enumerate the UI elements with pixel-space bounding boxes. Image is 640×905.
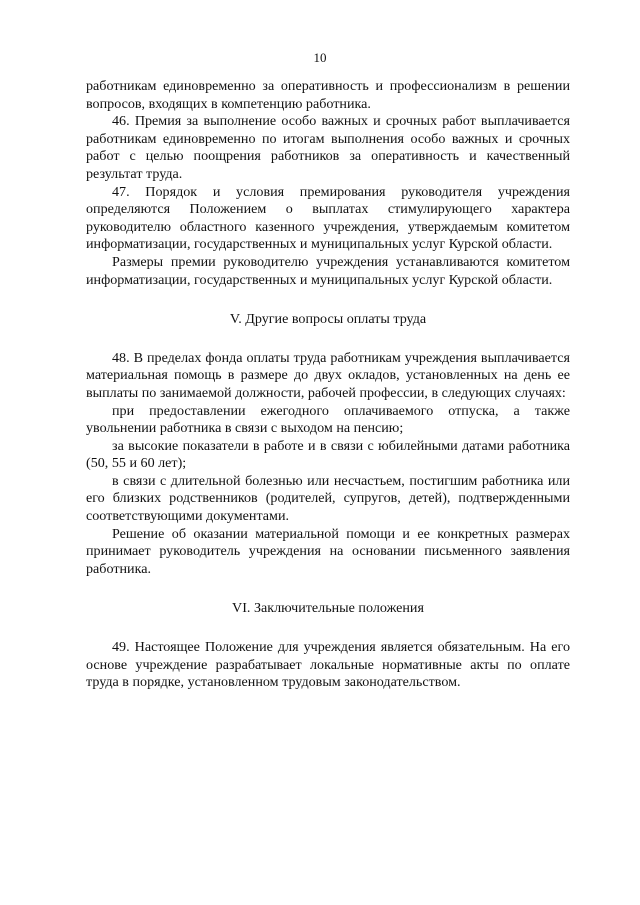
section-heading-v: V. Другие вопросы оплаты труда: [229, 311, 427, 328]
paragraph-48-case-illness: в связи с длительной болезнью или несчастьем, постигшим работника или его близких родственников (родителей, супругов, детей), подтвержденными соответствующими документами.: [86, 472, 570, 525]
paragraph-49: 49. Настоящее Положение для учреждения является обязательным. На его основе учреждение разрабатывает локальные нормативные акты по оплате труда в порядке, установленном трудовым законодательством.: [86, 639, 570, 691]
paragraph-48-decision: Решение об оказании материальной помощи и ее конкретных размерах принимает руководитель учреждения на основании письменного заявления работника.: [86, 525, 570, 577]
paragraph-48: 48. В пределах фонда оплаты труда работникам учреждения выплачивается материальная помощь в размере до двух окладов, установленных на день ее выплаты по занимаемой должности, рабочей профессии, в следующих случаях:: [86, 349, 570, 401]
paragraph-47: 47. Порядок и условия премирования руководителя учреждения определяются Положением о выплатах стимулирующего характера руководителю областного казенного учреждения, утверждаемым комитетом информатизации, государственных и муниципальных услуг Курской области.: [86, 183, 570, 253]
spacer: [86, 618, 570, 639]
paragraph-46: 46. Премия за выполнение особо важных и срочных работ выплачивается работникам единовременно по итогам выполнения особо важных и срочных работ с целью поощрения работников за оперативность и качественный результат труда.: [86, 113, 570, 182]
paragraph-continuation: работникам единовременно за оперативность и профессионализм в решении вопросов, входящих в компетенцию работника.: [86, 78, 570, 112]
spacer: [86, 578, 570, 600]
paragraph-48-case-anniversary: за высокие показатели в работе и в связи с юбилейными датами работника (50, 55 и 60 лет);: [86, 437, 570, 472]
paragraph-47-bonus-sizes: Размеры премии руководителю учреждения устанавливаются комитетом информатизации, государственных и муниципальных услуг Курской области.: [86, 253, 570, 288]
spacer: [86, 329, 570, 350]
paragraph-48-case-vacation: при предоставлении ежегодного оплачиваемого отпуска, а также увольнении работника в связи с выходом на пенсию;: [86, 402, 570, 437]
spacer: [86, 289, 570, 311]
document-body: [86, 78, 570, 692]
section-heading-vi: VI. Заключительные положения: [232, 600, 424, 617]
page-number: 10: [313, 50, 327, 65]
